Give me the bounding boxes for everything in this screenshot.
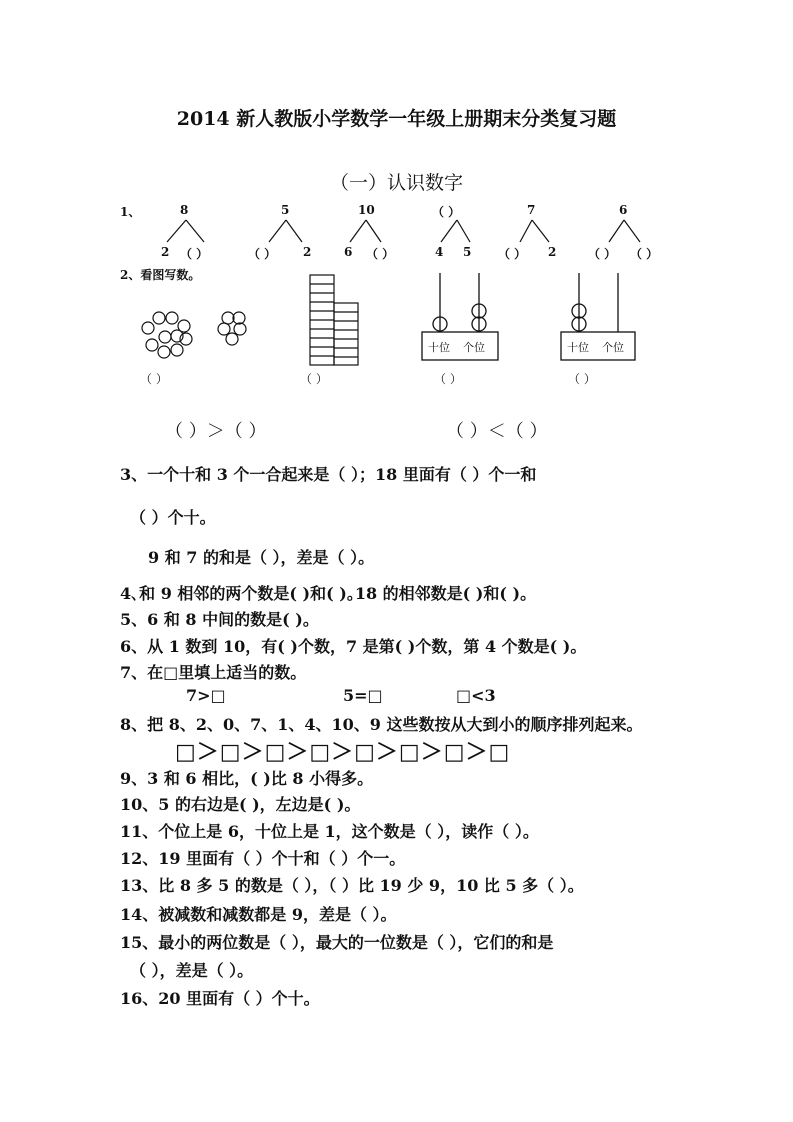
q8-boxes[interactable]: □＞□＞□＞□＞□＞□＞□＞□ <box>175 739 511 765</box>
q12: 12、19 里面有（ ）个十和（ ）个一。 <box>120 849 406 868</box>
q7-item-3[interactable]: □<3 <box>456 686 496 705</box>
tree-top: 6 <box>619 203 628 217</box>
q2-blank-1[interactable]: （ ） <box>140 372 168 386</box>
counting-circle <box>233 312 245 324</box>
branch-line <box>520 220 532 242</box>
q7-item-2[interactable]: 5=□ <box>343 686 383 705</box>
q15-line-1: 15、最小的两位数是（ ），最大的一位数是（ ），它们的和是 <box>120 933 554 952</box>
tree-left: 2 <box>161 245 170 259</box>
tree-right: （ ） <box>630 247 659 261</box>
q2-label: 2、看图写数。 <box>120 268 201 282</box>
tree-top: 7 <box>527 203 536 217</box>
q3-line-2: （ ）个十。 <box>130 508 216 527</box>
branch-line <box>167 220 186 242</box>
tree-right: （ ） <box>366 247 395 261</box>
compare-less[interactable]: （ ）＜（ ） <box>446 421 548 442</box>
q7-line: 7、在□里填上适当的数。 <box>120 663 307 682</box>
q14: 14、被减数和减数都是 9，差是（ ）。 <box>120 905 397 924</box>
q7-item-1[interactable]: 7>□ <box>186 686 226 705</box>
tree-right: （ ） <box>180 247 209 261</box>
tree-left: 6 <box>344 245 353 259</box>
tree-right: 2 <box>548 245 557 259</box>
q13: 13、比 8 多 5 的数是（ ），（ ）比 19 少 9，10 比 5 多（ ）。 <box>120 876 584 895</box>
q16: 16、20 里面有（ ）个十。 <box>120 989 320 1008</box>
branch-line <box>286 220 302 242</box>
tree-top: （ ） <box>432 205 461 219</box>
abacus-1-tens-label: 十位 <box>428 341 450 354</box>
counting-circle <box>234 323 246 335</box>
branch-line <box>441 220 457 242</box>
tree-left: （ ） <box>498 247 527 261</box>
q10: 10、5 的右边是( )，左边是( )。 <box>120 795 361 814</box>
branch-line <box>609 220 624 242</box>
counting-circle <box>159 331 171 343</box>
tree-right: 2 <box>303 245 312 259</box>
circle-group-2 <box>218 312 246 345</box>
q2-blank-3[interactable]: （ ） <box>434 372 462 386</box>
page-title: 2014 新人教版小学数学一年级上册期末分类复习题 <box>176 108 617 130</box>
q9: 9、3 和 6 相比，( )比 8 小得多。 <box>120 769 374 788</box>
branch-line <box>350 220 366 242</box>
abacus-1-ones-label: 个位 <box>463 341 485 354</box>
tree-left: （ ） <box>588 247 617 261</box>
q3-line-1: 3、一个十和 3 个一合起来是（ ）；18 里面有（ ）个一和 <box>120 465 537 484</box>
tree-top: 8 <box>180 203 189 217</box>
counting-circle <box>146 339 158 351</box>
q15-line-2: （ ），差是（ ）。 <box>130 961 254 980</box>
tree-top: 5 <box>281 203 290 217</box>
q4: 4､和 9 相邻的两个数是( )和( )｡18 的相邻数是( )和( )｡ <box>120 584 529 603</box>
branch-line <box>269 220 286 242</box>
q2-blank-4[interactable]: （ ） <box>568 372 596 386</box>
tree-left: （ ） <box>248 247 277 261</box>
branch-line <box>457 220 470 242</box>
counting-circle <box>166 312 178 324</box>
counting-circle <box>222 312 234 324</box>
section-title: （一）认识数字 <box>329 172 463 194</box>
counting-circle <box>226 333 238 345</box>
circle-group-1 <box>142 312 192 358</box>
counting-circle <box>153 312 165 324</box>
branch-line <box>532 220 549 242</box>
counting-circle <box>218 323 230 335</box>
abacus-2-ones-label: 个位 <box>602 341 624 354</box>
compare-greater[interactable]: （ ）＞（ ） <box>165 421 267 442</box>
counting-circle <box>158 346 170 358</box>
tree-top: 10 <box>358 203 375 217</box>
tree-branches <box>167 220 640 242</box>
stick-bundles <box>310 275 358 365</box>
counting-circle <box>142 322 154 334</box>
q3-line-3: 9 和 7 的和是（ ），差是（ ）。 <box>148 548 375 567</box>
counting-circle <box>171 344 183 356</box>
branch-line <box>186 220 204 242</box>
abacus-2-tens-label: 十位 <box>567 341 589 354</box>
q1-label: 1、 <box>120 205 141 219</box>
q6: 6、从 1 数到 10，有( )个数，7 是第( )个数，第 4 个数是( )。 <box>120 637 587 656</box>
branch-line <box>366 220 381 242</box>
branch-line <box>624 220 640 242</box>
q5: 5、6 和 8 中间的数是( )。 <box>120 610 319 629</box>
q2-blank-2[interactable]: （ ） <box>300 372 328 386</box>
q11: 11、个位上是 6，十位上是 1，这个数是（ ），读作（ ）。 <box>120 822 539 841</box>
q8-line: 8、把 8、2、0、7、1、4、10、9 这些数按从大到小的顺序排列起来。 <box>120 715 643 734</box>
tree-left: 4 <box>435 245 444 259</box>
tree-right: 5 <box>463 245 472 259</box>
